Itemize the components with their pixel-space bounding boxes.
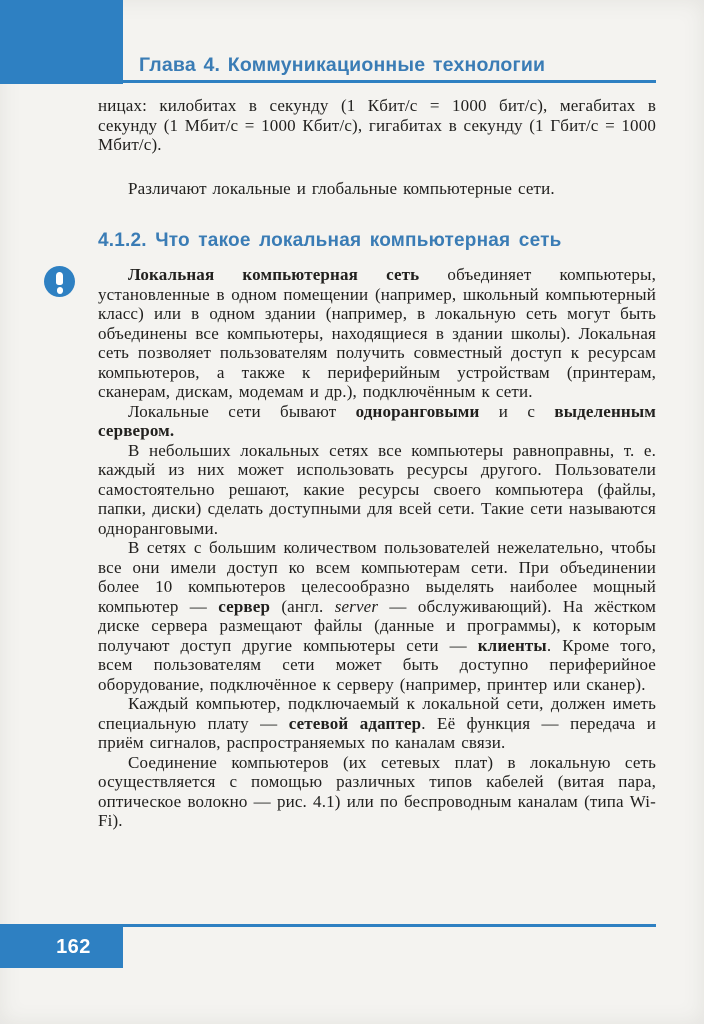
paragraph: В сетях с большим количеством пользователей нежелательно, чтобы все они имели доступ ко всем компьютерам сети. При объединении более 10 компьютеров целесообразно выделять наиболее мощный компьютер — сервер (англ. server — обслуживающий). На жёстком диске сервера размещают файлы (данные и программы), к которым получают доступ другие компьютеры сети — клиенты. Кроме того, всем пользователям сети может быть доступно периферийное оборудование, подключённое к серверу (например, принтер или сканер). [98,538,656,694]
page-content [98,96,656,831]
intro-text [98,96,656,198]
page-number-box [0,927,123,968]
paragraph: В небольших локальных сетях все компьютеры равноправны, т. е. каждый из них может использовать ресурсы другого. Пользователи самостоятельно решают, какие ресурсы своего компьютера (файлы, папки, диски) сделать доступными для всей сети. Такие сети называются одноранговыми. [98,440,656,538]
chapter-title: Глава 4. Коммуникационные технологии [139,54,546,76]
page-number: 162 [56,936,91,958]
paragraph: Локальная компьютерная сеть объединяет компьютеры, установленные в одном помещении (например, школьный компьютерный класс) или в одном здании (например, в локальную сеть могут быть объединены все компьютеры, находящиеся в здании школы). Локальная сеть позволяет пользователям получить совместный доступ к ресурсам компьютеров, а также к периферийным устройствам (принтерам, сканерам, дискам, модемам и др.), подключённым к сети. [98,265,656,401]
chapter-corner-block [0,0,123,84]
paragraph: Соединение компьютеров (их сетевых плат) в локальную сеть осуществляется с помощью различных типов кабелей (витая пара, оптическое волокно — рис. 4.1) или по беспроводным каналам (типа Wi-Fi). [98,752,656,830]
paragraph: ницах: килобитах в секунду (1 Кбит/с = 1000 бит/с), мегабитах в секунду (1 Мбит/с = 1000 Кбит/с), гигабитах в секунду (1 Гбит/с = 1000 Мбит/с). [98,96,656,154]
section-heading: 4.1.2. Что такое локальная компьютерная сеть [98,230,562,251]
paragraph: Локальные сети бывают одноранговыми и с выделенным сервером. [98,401,656,440]
paragraph: Различают локальные и глобальные компьютерные сети. [128,178,555,198]
paragraph: Каждый компьютер, подключаемый к локальной сети, должен иметь специальную плату — сетевой адаптер. Её функция — передача и приём сигналов, распространяемых по каналам связи. [98,694,656,752]
header-rule [123,80,656,83]
exclamation-icon [44,266,75,297]
section-text [98,265,656,831]
